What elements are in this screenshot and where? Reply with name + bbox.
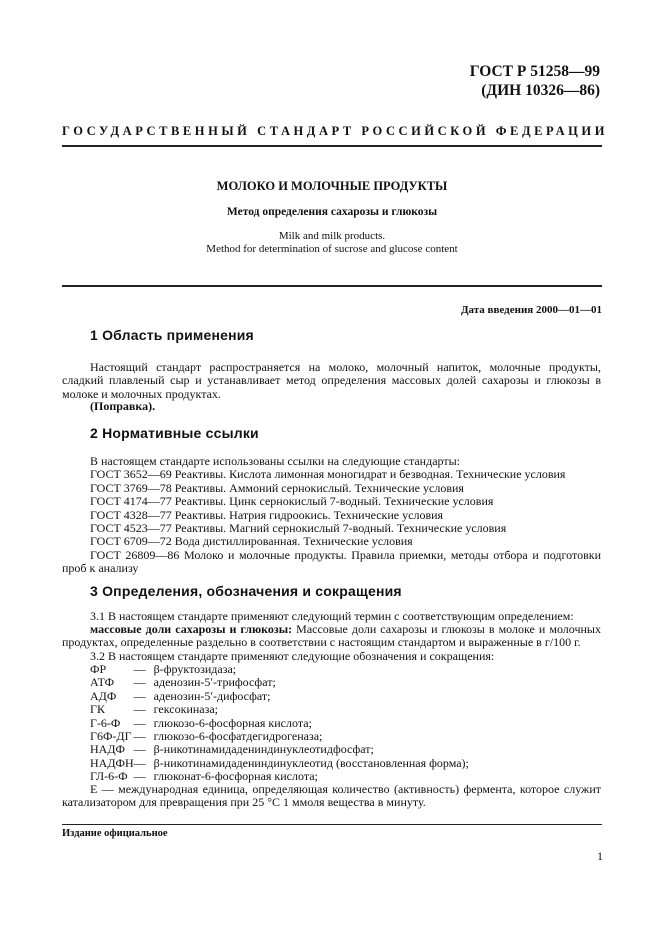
standard-number-block: [420, 62, 600, 100]
reference-item-last: ГОСТ 26809—86 Молоко и молочные продукты. Правила приемки, методы отбора и подготовки проб к анализу: [62, 548, 601, 576]
section-heading: 1 Область применения: [90, 327, 254, 343]
term-text: Массовые доли сахарозы и глюкозы в молоке и молочных продуктах, определенные раздельно в соответствии с настоящим стандартом и выраженные в г/100 г.: [62, 622, 601, 650]
english-title: Milk and milk products.: [278, 230, 386, 242]
section-1-text: Настоящий стандарт распространяется на молоко, молочный напиток, молочные продукты, сладкий плавленый сыр и устанавливает метод определения массовых долей сахарозы и глюкозы в молоке и молочных продуктах.: [62, 360, 601, 401]
abbreviation-dash: —: [133, 742, 146, 757]
abbreviation-code: ФР: [90, 662, 107, 676]
abbreviation-description: β-фруктозидаза;: [153, 662, 237, 676]
unit-definition: Е — международная единица, определяющая количество (активность) фермента, которое служит катализатором для превращения при 25 °С 1 ммоля вещества в минуту.: [62, 782, 601, 810]
abbreviation-code: АТФ: [90, 675, 115, 690]
abbreviation-description: аденозин-5ʹ-трифосфат;: [153, 675, 276, 690]
english-subtitle: Method for determination of sucrose and glucose content: [206, 243, 458, 255]
edition-label: Издание официальное: [62, 828, 168, 839]
abbreviation-row: [90, 676, 469, 689]
abbreviation-dash: —: [133, 675, 146, 690]
document-subtitle: Метод определения сахарозы и глюкозы: [226, 206, 438, 218]
document-title: МОЛОКО И МОЛОЧНЫЕ ПРОДУКТЫ: [216, 179, 448, 193]
normative-references: [90, 455, 601, 549]
abbreviation-description: β-никотинамидадениндинуклеотидфосфат;: [153, 742, 374, 757]
abbreviation-dash: —: [133, 688, 146, 703]
din-number: (ДИН 10326—86): [481, 82, 600, 99]
amendment-note: (Поправка).: [90, 399, 156, 413]
abbreviation-row: [90, 663, 469, 676]
abbreviation-row: [90, 717, 469, 730]
clause-3-1: 3.1 В настоящем стандарте применяют следующий термин с соответствующим определением:: [90, 609, 574, 623]
abbreviation-row: [90, 690, 469, 703]
reference-item: ГОСТ 4523—77 Реактивы. Магний сернокислый 7-водный. Технические условия: [90, 521, 507, 536]
abbreviation-row: [90, 730, 469, 743]
section-3-heading: [90, 583, 402, 599]
abbreviations-table: [90, 663, 469, 784]
abbreviation-description: глюкозо-6-фосфатдегидрогеназа;: [153, 729, 323, 744]
abbreviation-code: Г-6-Ф: [90, 715, 121, 730]
abbreviation-dash: —: [133, 769, 146, 784]
reference-item: ГОСТ 4174—77 Реактивы. Цинк сернокислый 7-водный. Технические условия: [90, 494, 494, 509]
abbreviation-row: [90, 703, 469, 716]
term: массовые доли сахарозы и глюкозы:: [90, 622, 293, 636]
section-2-heading: [90, 425, 259, 441]
abbreviation-description: β-никотинамидадениндинуклеотид (восстановленная форма);: [153, 755, 469, 770]
abbreviation-description: глюконат-6-фосфорная кислота;: [153, 769, 318, 784]
abbreviation-dash: —: [133, 755, 146, 770]
reference-item: ГОСТ 3652—69 Реактивы. Кислота лимонная моногидрат и безводная. Технические условия: [90, 467, 566, 482]
abbreviation-code: НАДФ: [90, 742, 125, 757]
section-heading: 2 Нормативные ссылки: [90, 425, 259, 441]
abbreviation-code: АДФ: [90, 688, 117, 703]
abbreviation-dash: —: [133, 702, 146, 717]
reference-item: ГОСТ 6709—72 Вода дистиллированная. Технические условия: [90, 534, 413, 549]
footer-divider: [62, 824, 602, 825]
section-1-heading: [90, 327, 254, 343]
reference-item: ГОСТ 3769—78 Реактивы. Аммоний сернокислый. Технические условия: [90, 480, 464, 495]
standard-number: ГОСТ Р 51258—99: [469, 63, 600, 80]
abbreviation-code: Г6Ф-ДГ: [90, 729, 132, 744]
clause-3-2: 3.2 В настоящем стандарте применяют следующие обозначения и сокращения:: [90, 649, 495, 663]
english-title-block: [62, 230, 602, 256]
abbreviation-dash: —: [133, 662, 146, 676]
references-intro: В настоящем стандарте использованы ссылки на следующие стандарты:: [90, 454, 461, 468]
state-standard-banner: ГОСУДАРСТВЕННЫЙ СТАНДАРТ РОССИЙСКОЙ ФЕДЕРАЦИИ: [62, 124, 608, 138]
term-definition: [62, 623, 601, 650]
abbreviation-description: гексокиназа;: [153, 702, 219, 717]
abbreviation-dash: —: [133, 715, 146, 730]
abbreviation-code: НАДФН: [90, 755, 134, 770]
section-heading: 3 Определения, обозначения и сокращения: [90, 583, 402, 599]
introduction-date: Дата введения 2000—01—01: [460, 304, 602, 316]
reference-item: ГОСТ 4328—77 Реактивы. Натрия гидроокись. Технические условия: [90, 507, 444, 522]
abbreviation-dash: —: [133, 729, 146, 744]
abbreviation-row: [90, 743, 469, 756]
top-divider: [62, 145, 602, 147]
abbreviations-list: [90, 663, 469, 784]
title-divider: [62, 285, 602, 287]
abbreviation-description: аденозин-5ʹ-дифосфат;: [153, 688, 271, 703]
abbreviation-description: глюкозо-6-фосфорная кислота;: [153, 715, 312, 730]
abbreviation-row: [90, 757, 469, 770]
abbreviation-code: ГЛ-6-Ф: [90, 769, 128, 784]
abbreviation-code: ГК: [90, 702, 105, 717]
page-number: 1: [597, 849, 603, 863]
